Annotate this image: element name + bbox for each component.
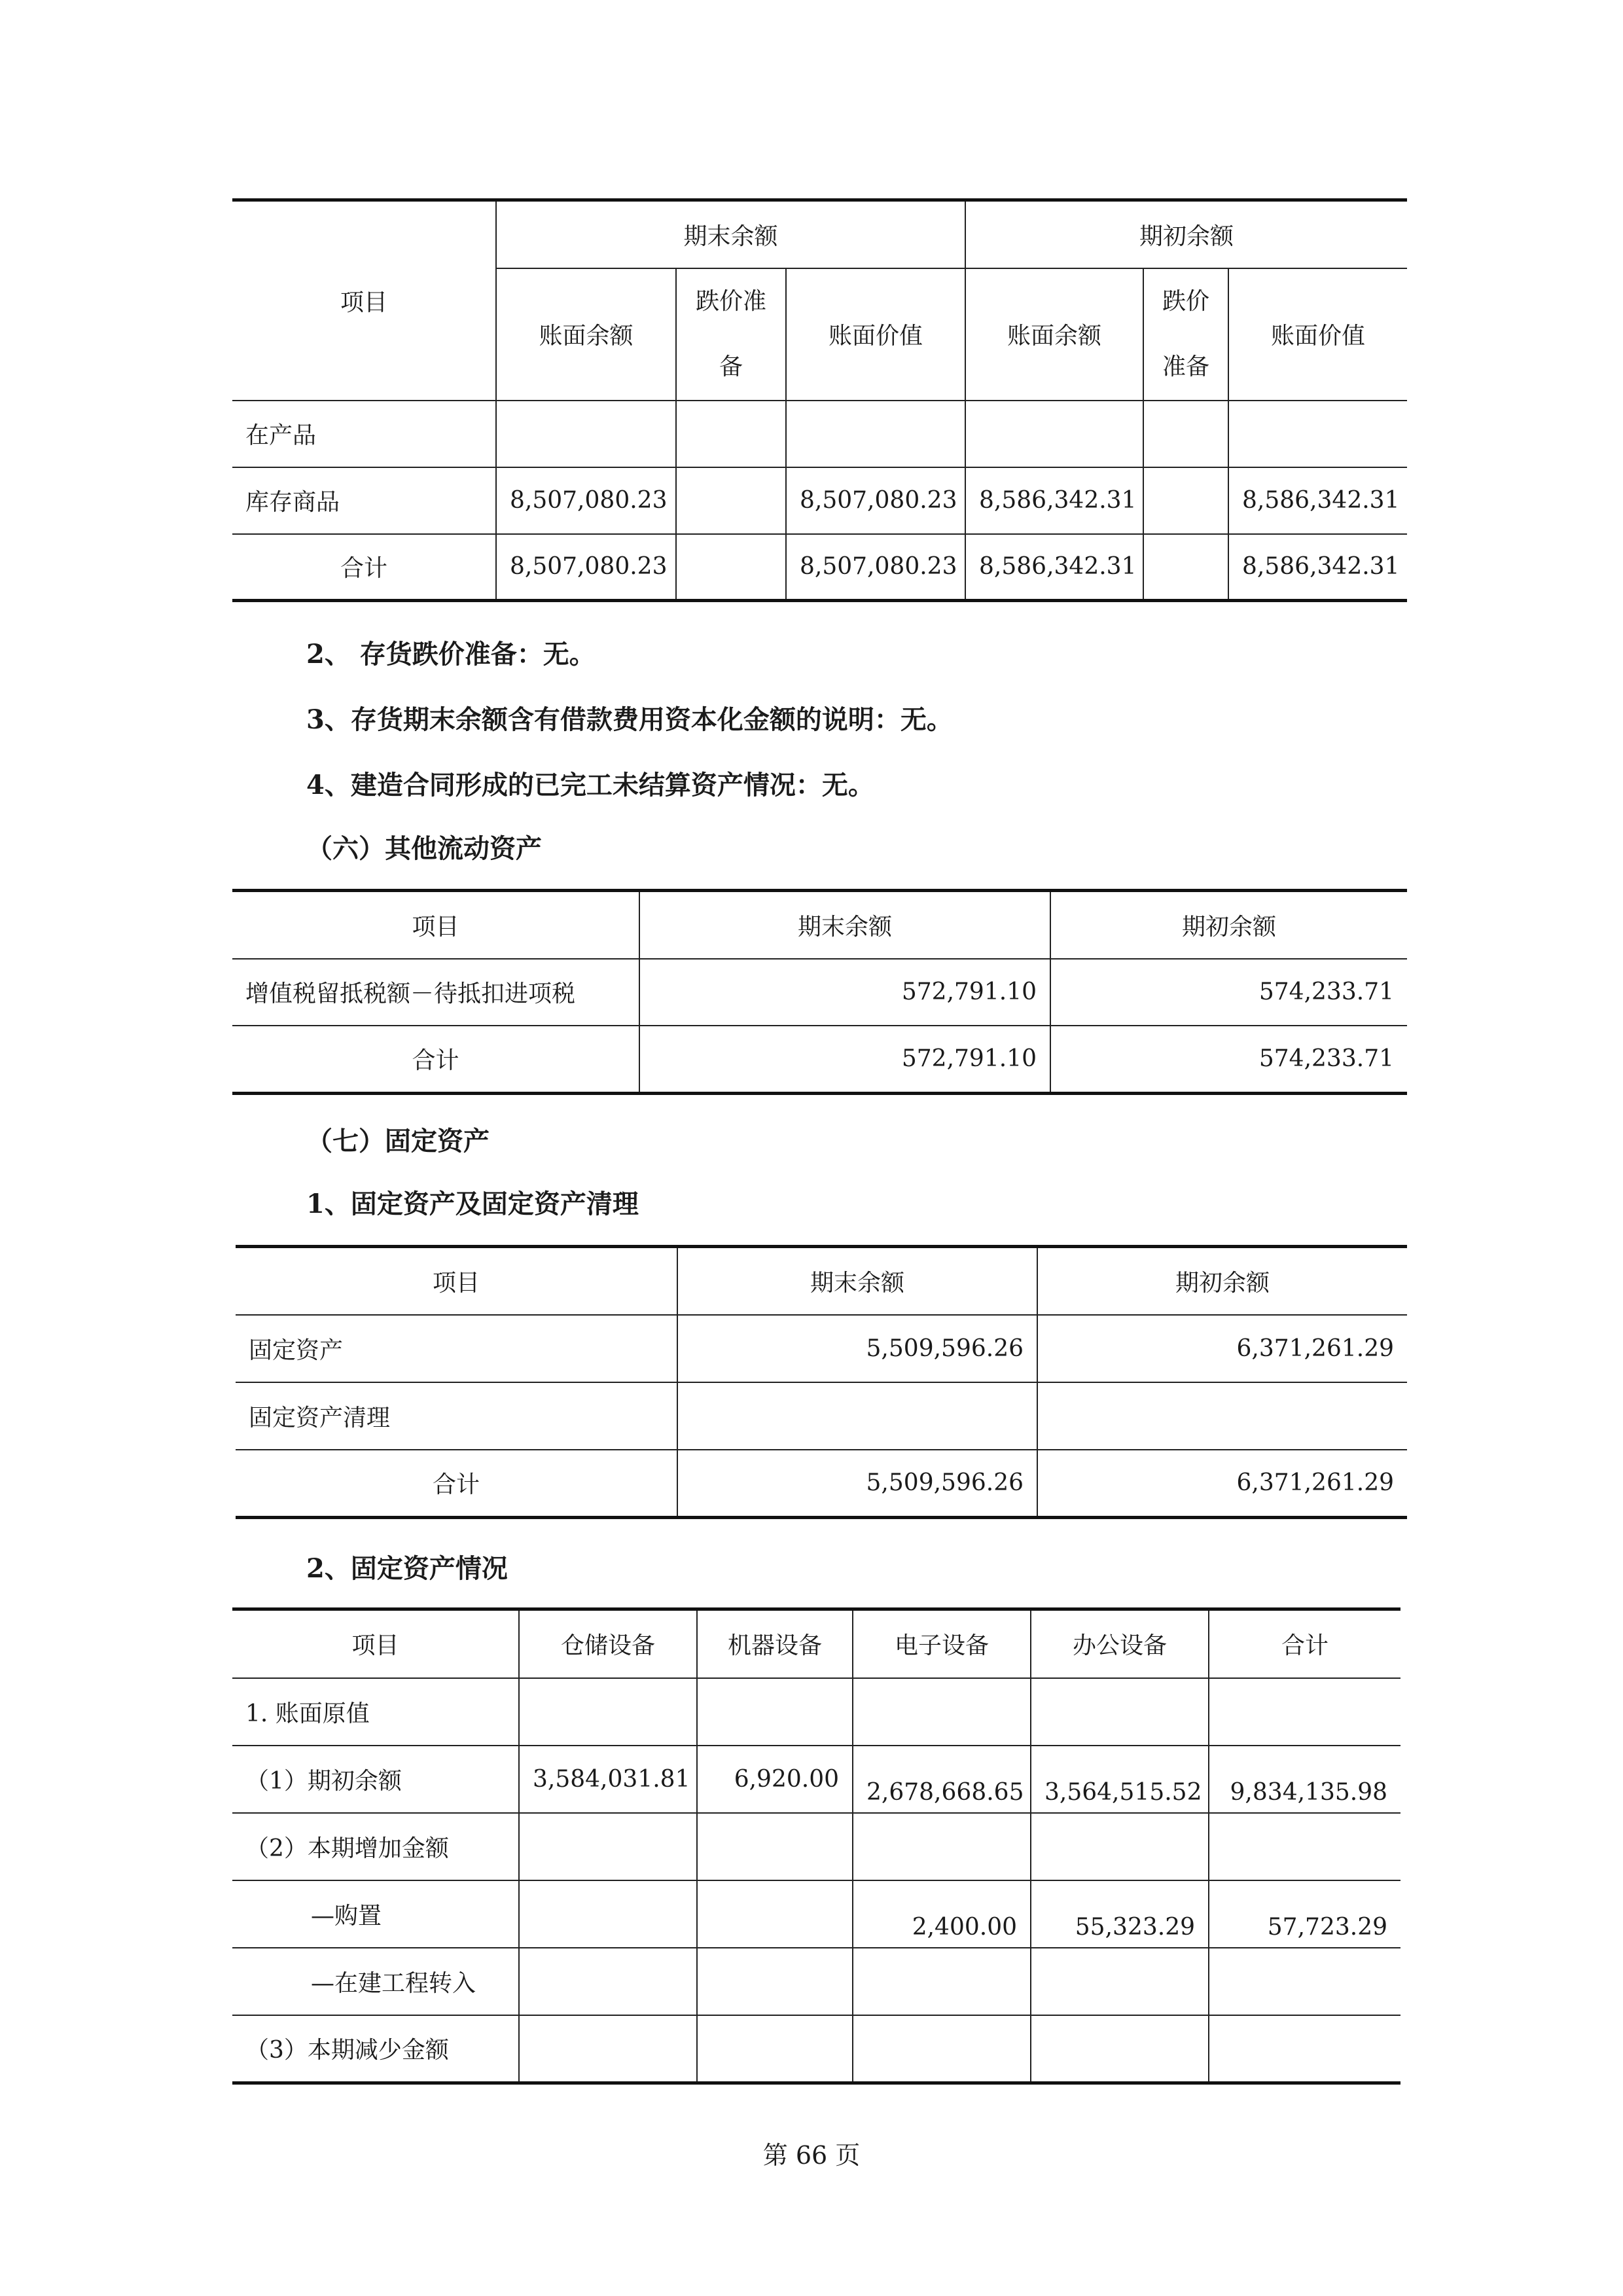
cell-end-book: 8,507,080.23 bbox=[496, 534, 676, 601]
cell-total: 57,723.29 bbox=[1209, 1880, 1400, 1948]
cell-office: 55,323.29 bbox=[1031, 1880, 1209, 1948]
cell-office bbox=[1031, 1678, 1209, 1746]
note-construction-contract: 4、建造合同形成的已完工未结算资产情况：无。 bbox=[306, 770, 874, 800]
cell-end-provision bbox=[676, 401, 786, 467]
header-end-balance: 期末余额 bbox=[496, 200, 965, 268]
row-label: 在产品 bbox=[232, 401, 496, 467]
header-end-book-value: 账面价值 bbox=[786, 268, 965, 401]
section-7-sub2-title: 2、固定资产情况 bbox=[306, 1553, 508, 1584]
cell-machine bbox=[697, 1948, 853, 2015]
cell-electronic bbox=[853, 2015, 1031, 2083]
cell-begin-provision bbox=[1143, 534, 1228, 601]
cell-end-provision bbox=[676, 467, 786, 534]
cell-end: 572,791.10 bbox=[639, 1026, 1050, 1094]
row-label: 增值税留抵税额－待抵扣进项税 bbox=[232, 959, 639, 1026]
header-office-equipment: 办公设备 bbox=[1031, 1609, 1209, 1678]
cell-begin-provision bbox=[1143, 401, 1228, 467]
cell-begin-provision bbox=[1143, 467, 1228, 534]
cell-storage bbox=[519, 2015, 697, 2083]
cell-end-value bbox=[786, 401, 965, 467]
cell-begin: 574,233.71 bbox=[1050, 959, 1407, 1026]
cell-end-book bbox=[496, 401, 676, 467]
row-label: （1）期初余额 bbox=[232, 1746, 519, 1813]
cell-office bbox=[1031, 1948, 1209, 2015]
total-label: 合计 bbox=[232, 534, 496, 601]
total-label: 合计 bbox=[236, 1450, 677, 1518]
cell-begin: 6,371,261.29 bbox=[1037, 1315, 1407, 1382]
cell-storage bbox=[519, 1948, 697, 2015]
header-end-book-balance: 账面余额 bbox=[496, 268, 676, 401]
note-borrowing-cost: 3、存货期末余额含有借款费用资本化金额的说明：无。 bbox=[306, 704, 953, 735]
cell-end: 5,509,596.26 bbox=[677, 1450, 1037, 1518]
cell-machine bbox=[697, 2015, 853, 2083]
cell-total bbox=[1209, 1813, 1400, 1880]
cell-office bbox=[1031, 1813, 1209, 1880]
cell-storage bbox=[519, 1678, 697, 1746]
header-total: 合计 bbox=[1209, 1609, 1400, 1678]
header-end-balance: 期末余额 bbox=[639, 891, 1050, 959]
cell-total: 9,834,135.98 bbox=[1209, 1746, 1400, 1813]
cell-electronic: 2,678,668.65 bbox=[853, 1746, 1031, 1813]
cell-begin-value: 8,586,342.31 bbox=[1228, 534, 1407, 601]
cell-total bbox=[1209, 1678, 1400, 1746]
row-label: —在建工程转入 bbox=[232, 1948, 519, 2015]
cell-begin bbox=[1037, 1382, 1407, 1450]
header-electronic-equipment: 电子设备 bbox=[853, 1609, 1031, 1678]
row-label: 固定资产清理 bbox=[236, 1382, 677, 1450]
cell-electronic bbox=[853, 1813, 1031, 1880]
section-6-title: （六）其他流动资产 bbox=[306, 833, 542, 864]
note-inventory-provision: 2、 存货跌价准备：无。 bbox=[306, 639, 596, 670]
cell-end-book: 8,507,080.23 bbox=[496, 467, 676, 534]
row-label: （3）本期减少金额 bbox=[232, 2015, 519, 2083]
row-label: （2）本期增加金额 bbox=[232, 1813, 519, 1880]
cell-storage bbox=[519, 1880, 697, 1948]
cell-storage: 3,584,031.81 bbox=[519, 1746, 697, 1813]
header-begin-balance: 期初余额 bbox=[1037, 1247, 1407, 1315]
cell-office: 3,564,515.52 bbox=[1031, 1746, 1209, 1813]
page-number: 第 66 页 bbox=[762, 2141, 861, 2170]
row-label: 固定资产 bbox=[236, 1315, 677, 1382]
header-item: 项目 bbox=[236, 1247, 677, 1315]
cell-begin: 574,233.71 bbox=[1050, 1026, 1407, 1094]
cell-total bbox=[1209, 1948, 1400, 2015]
header-begin-book-value: 账面价值 bbox=[1228, 268, 1407, 401]
header-begin-book-balance: 账面余额 bbox=[965, 268, 1143, 401]
header-item: 项目 bbox=[232, 200, 496, 401]
header-begin-balance: 期初余额 bbox=[1050, 891, 1407, 959]
header-item: 项目 bbox=[232, 1609, 519, 1678]
cell-begin-book bbox=[965, 401, 1143, 467]
fixed-assets-summary-table bbox=[236, 1245, 1407, 1519]
cell-end bbox=[677, 1382, 1037, 1450]
cell-end: 5,509,596.26 bbox=[677, 1315, 1037, 1382]
cell-begin-value bbox=[1228, 401, 1407, 467]
header-end-provision: 跌价准备 bbox=[676, 268, 786, 401]
header-end-balance: 期末余额 bbox=[677, 1247, 1037, 1315]
cell-storage bbox=[519, 1813, 697, 1880]
header-machine-equipment: 机器设备 bbox=[697, 1609, 853, 1678]
section-7-sub1-title: 1、固定资产及固定资产清理 bbox=[306, 1189, 639, 1219]
other-current-assets-table bbox=[232, 889, 1407, 1095]
cell-begin-book: 8,586,342.31 bbox=[965, 467, 1143, 534]
cell-electronic: 2,400.00 bbox=[853, 1880, 1031, 1948]
cell-begin-value: 8,586,342.31 bbox=[1228, 467, 1407, 534]
row-label: 1. 账面原值 bbox=[232, 1678, 519, 1746]
cell-machine bbox=[697, 1880, 853, 1948]
total-label: 合计 bbox=[232, 1026, 639, 1094]
cell-end-value: 8,507,080.23 bbox=[786, 467, 965, 534]
row-label: —购置 bbox=[232, 1880, 519, 1948]
cell-electronic bbox=[853, 1948, 1031, 2015]
cell-machine: 6,920.00 bbox=[697, 1746, 853, 1813]
cell-end-provision bbox=[676, 534, 786, 601]
cell-electronic bbox=[853, 1678, 1031, 1746]
cell-end: 572,791.10 bbox=[639, 959, 1050, 1026]
cell-total bbox=[1209, 2015, 1400, 2083]
header-storage-equipment: 仓储设备 bbox=[519, 1609, 697, 1678]
header-item: 项目 bbox=[232, 891, 639, 959]
inventory-table bbox=[232, 198, 1407, 602]
cell-machine bbox=[697, 1678, 853, 1746]
cell-begin: 6,371,261.29 bbox=[1037, 1450, 1407, 1518]
fixed-assets-detail-table bbox=[232, 1607, 1400, 2085]
cell-office bbox=[1031, 2015, 1209, 2083]
cell-machine bbox=[697, 1813, 853, 1880]
cell-begin-book: 8,586,342.31 bbox=[965, 534, 1143, 601]
cell-end-value: 8,507,080.23 bbox=[786, 534, 965, 601]
row-label: 库存商品 bbox=[232, 467, 496, 534]
header-begin-balance: 期初余额 bbox=[965, 200, 1407, 268]
header-begin-provision: 跌价准备 bbox=[1143, 268, 1228, 401]
section-7-title: （七）固定资产 bbox=[306, 1126, 490, 1157]
